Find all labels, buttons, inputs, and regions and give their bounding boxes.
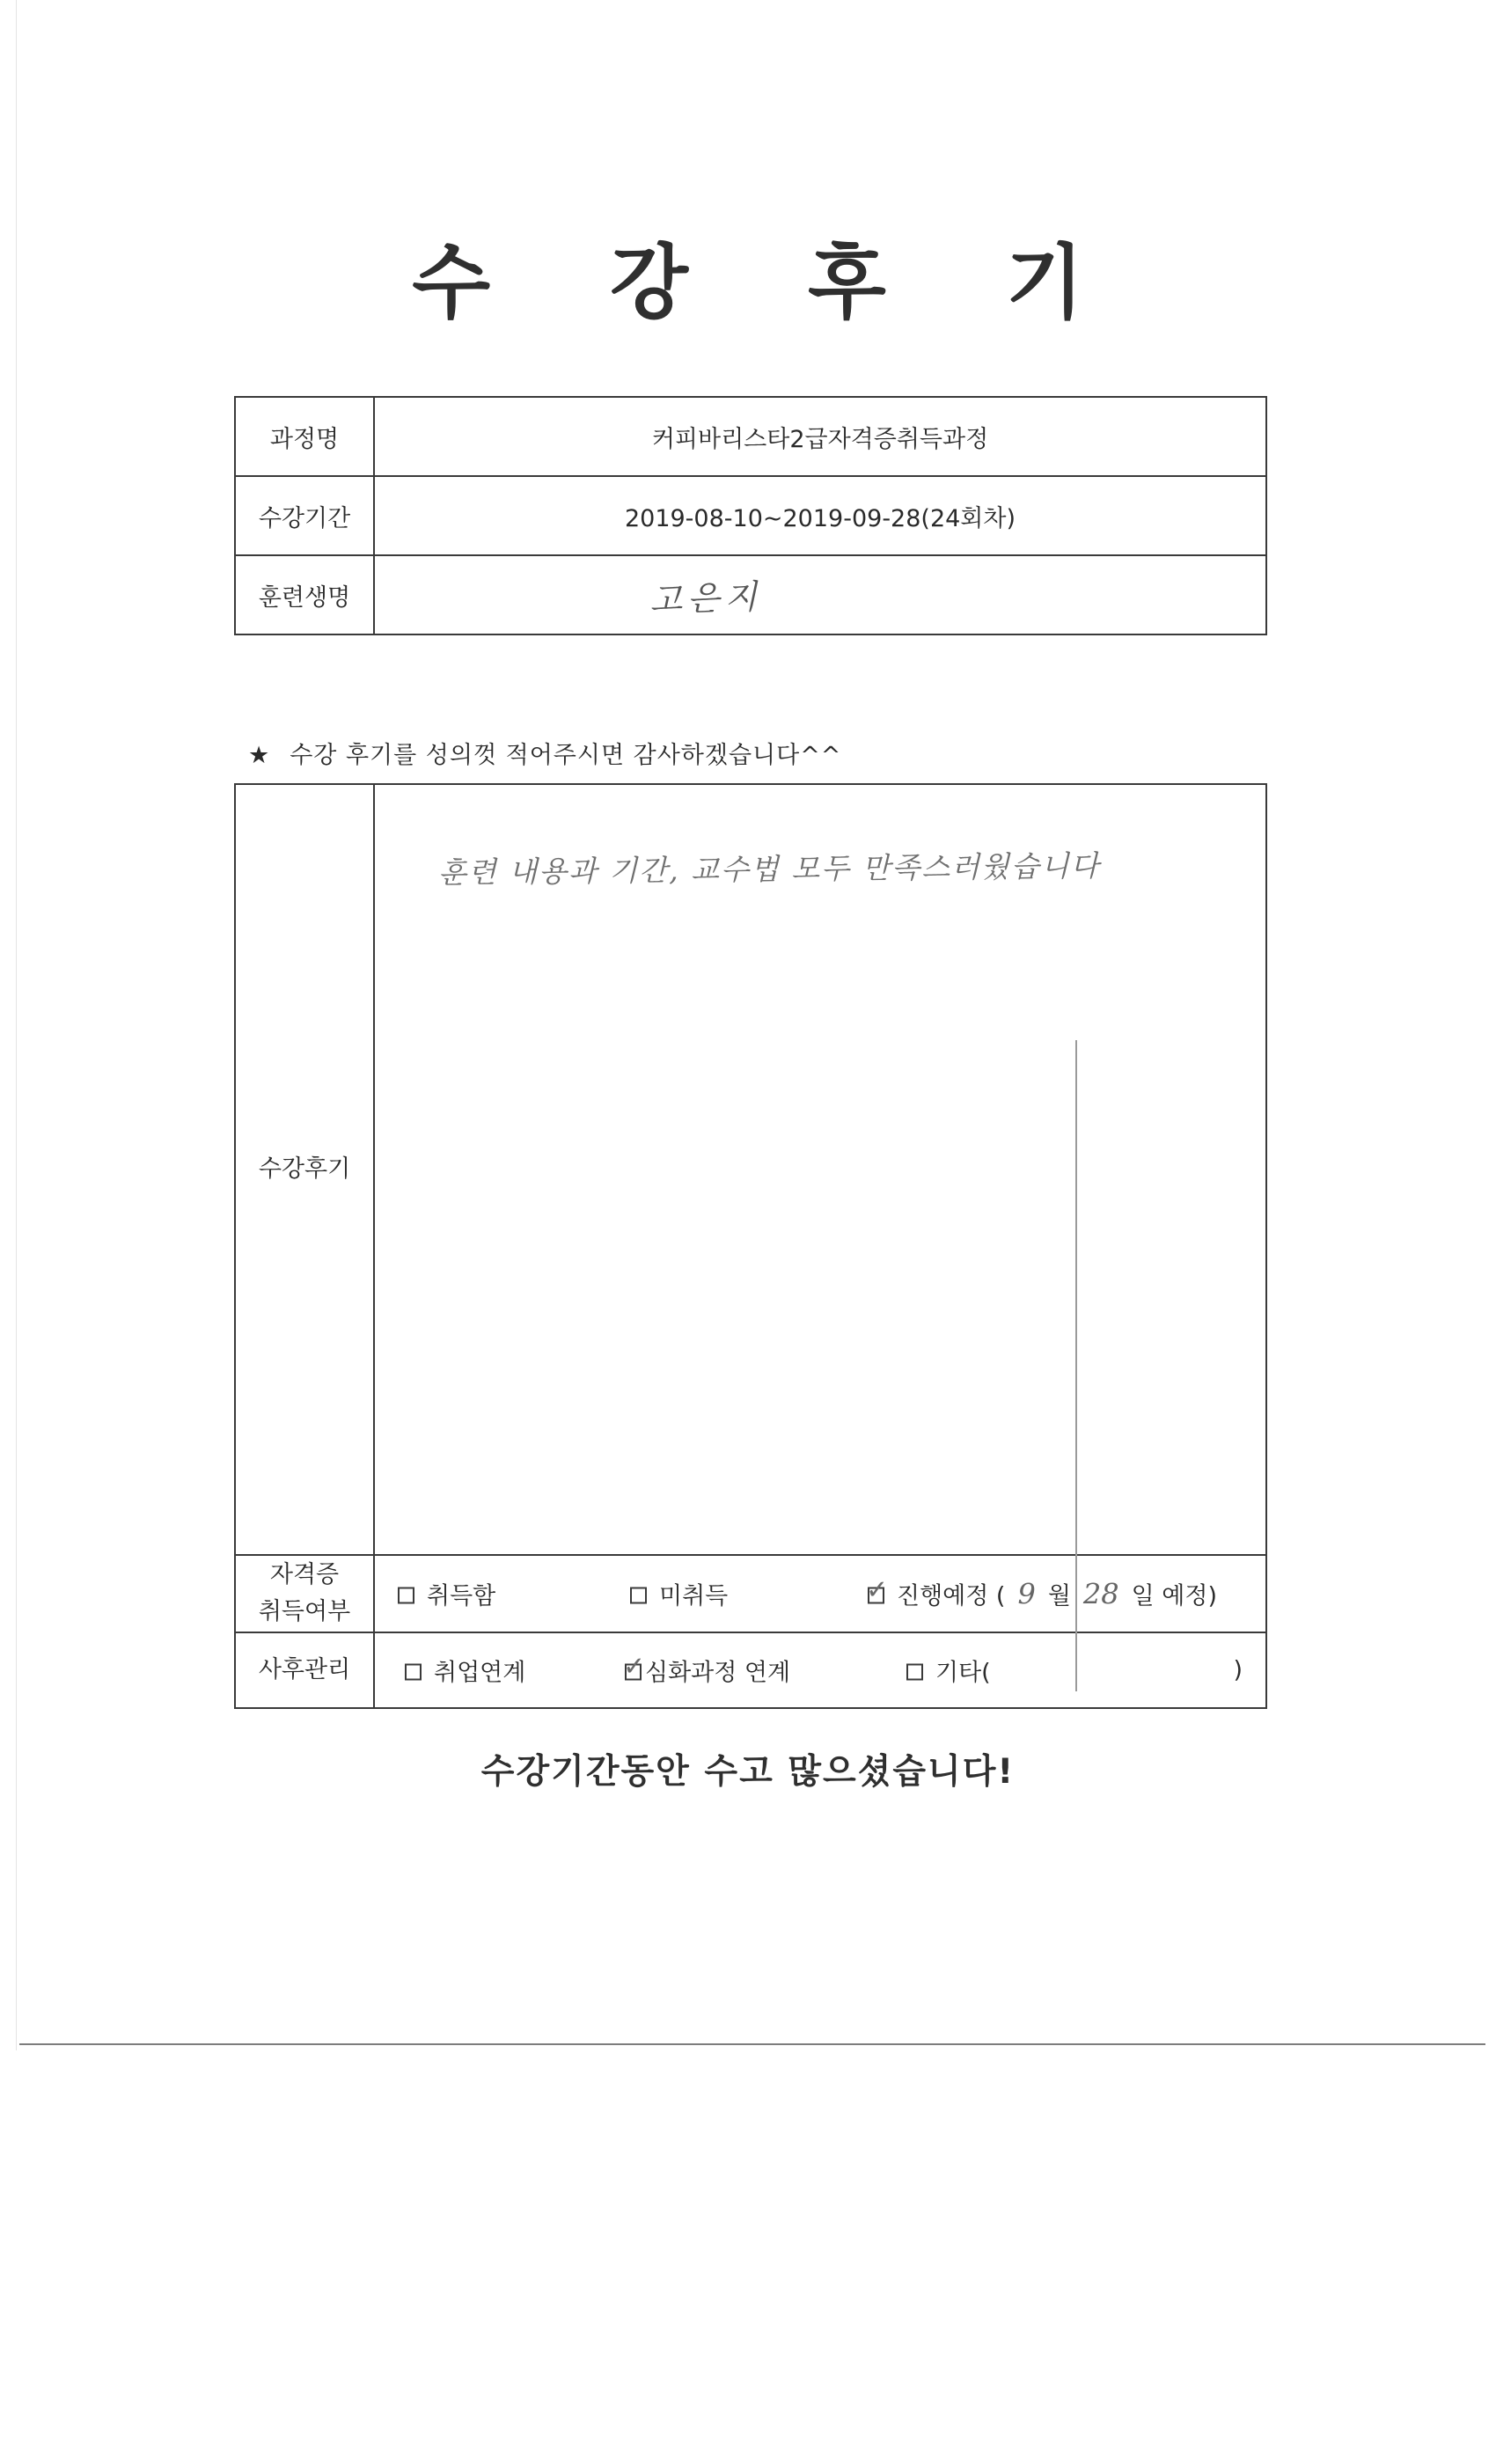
certification-row [235, 1555, 1266, 1632]
option-planned-label: 진행예정 ( [897, 1582, 1006, 1610]
page-title: 수 강 후 기 [412, 236, 1130, 330]
option-obtained-label: 취득함 [427, 1582, 496, 1610]
option-obtained [398, 1577, 495, 1611]
checkbox-planned [866, 1574, 889, 1606]
checkbox-other [906, 1664, 923, 1681]
closing-message: 수강기간동안 수고 많으셨습니다! [480, 1752, 1016, 1792]
aftercare-options [374, 1632, 1266, 1708]
check-mark-icon: ✓ [866, 1574, 889, 1606]
option-planned [866, 1574, 1217, 1611]
trainee-name: 고은지 [649, 576, 763, 620]
month-unit: 월 [1047, 1582, 1071, 1610]
checkbox-not-obtained [630, 1588, 647, 1604]
certification-label-line2: 취득여부 [258, 1598, 351, 1625]
course-label: 과정명 [235, 397, 374, 476]
option-advanced-label: 심화과정 연계 [645, 1659, 791, 1687]
course-value: 커피바리스타2급자격증취득과정 [374, 397, 1266, 476]
trainee-label: 훈련생명 [235, 555, 374, 634]
pen-stroke [1075, 1040, 1077, 1691]
page-bottom-edge [19, 2043, 1485, 2045]
check-mark-icon: ✓ [623, 1651, 646, 1683]
star-icon: ★ [248, 742, 271, 769]
option-advanced [623, 1651, 791, 1688]
review-row [235, 784, 1266, 1555]
trainee-cell [374, 555, 1266, 634]
certification-label-line1: 자격증 [269, 1561, 340, 1588]
course-info-table [234, 396, 1267, 635]
aftercare-label: 사후관리 [235, 1632, 374, 1708]
checkbox-obtained [398, 1588, 414, 1604]
period-row [235, 476, 1266, 555]
option-employment-label: 취업연계 [434, 1659, 526, 1687]
notice-text: 수강 후기를 성의껏 적어주시면 감사하겠습니다^^ [290, 742, 842, 769]
review-label: 수강후기 [235, 784, 374, 1555]
option-not-obtained [630, 1577, 728, 1611]
aftercare-row [235, 1632, 1266, 1708]
option-not-obtained-label: 미취득 [659, 1582, 729, 1610]
option-other-close: ) [1233, 1656, 1243, 1684]
period-value: 2019-08-10~2019-09-28(24회차) [374, 476, 1266, 555]
option-employment [405, 1654, 525, 1688]
course-row [235, 397, 1266, 476]
certification-options [374, 1555, 1266, 1632]
checkbox-advanced [623, 1651, 646, 1683]
review-table [234, 783, 1267, 1709]
day-unit: 일 예정) [1131, 1582, 1217, 1610]
checkbox-employment [405, 1664, 422, 1681]
certification-label [235, 1555, 374, 1632]
review-handwritten-text: 훈련 내용과 기간, 교수법 모두 만족스러웠습니다 [437, 848, 1101, 890]
period-label: 수강기간 [235, 476, 374, 555]
planned-day-value: 28 [1082, 1577, 1119, 1611]
review-text-area [374, 784, 1266, 1555]
trainee-row [235, 555, 1266, 634]
planned-month-value: 9 [1017, 1577, 1036, 1611]
option-other [906, 1654, 991, 1688]
option-other-label: 기타( [935, 1659, 991, 1687]
notice [248, 736, 841, 770]
